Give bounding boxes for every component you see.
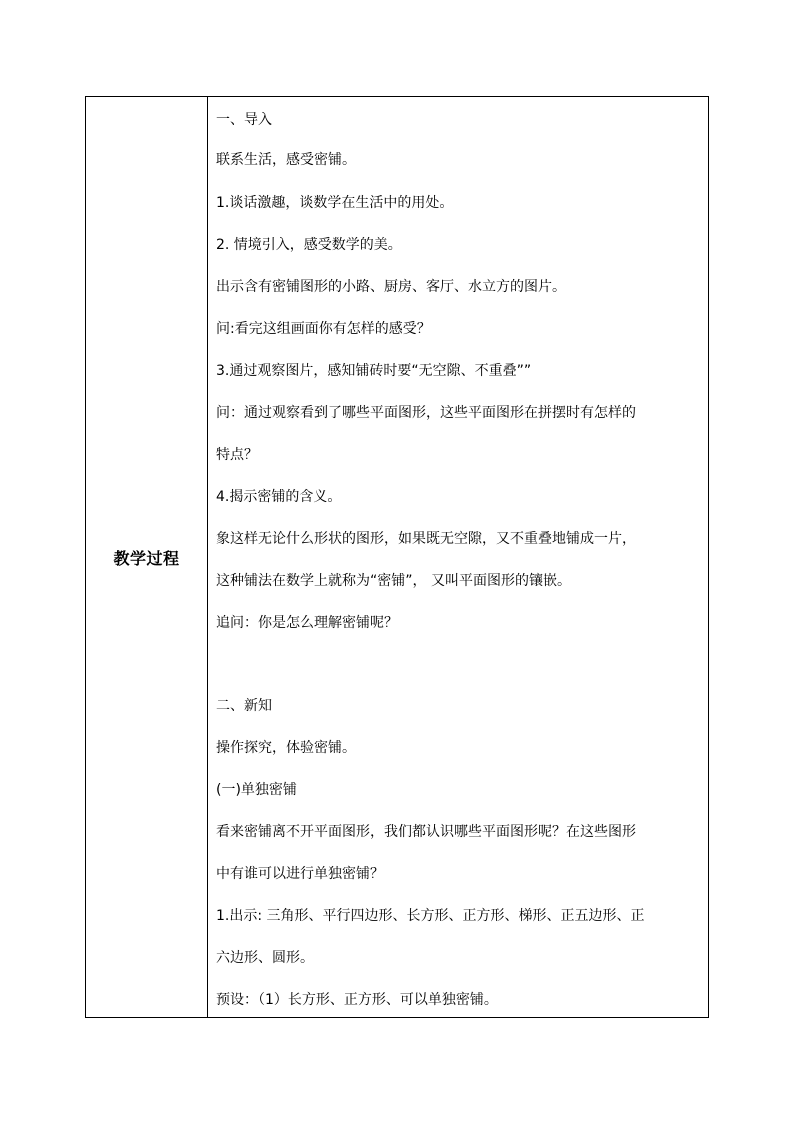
section-label: 教学过程 — [113, 548, 180, 568]
text-line: 2. 情境引入，感受数学的美。 — [216, 237, 402, 253]
text-line: 1.谈话激趣，谈数学在生活中的用处。 — [216, 195, 454, 211]
text-line: 1.出示: 三角形、平行四边形、长方形、正方形、梯形、正五边形、正 — [216, 908, 645, 924]
text-line: (一)单独密铺 — [216, 782, 297, 798]
text-line: 操作探究，体验密铺。 — [216, 740, 356, 756]
text-line: 追问：你是怎么理解密铺呢？ — [216, 615, 398, 631]
text-line: 特点？ — [216, 447, 258, 463]
lesson-table — [85, 96, 709, 1018]
text-line: 出示含有密铺图形的小路、厨房、客厅、水立方的图片。 — [216, 279, 566, 295]
text-line: 3.通过观察图片，感知铺砖时要“无空隙、不重叠”” — [216, 363, 532, 379]
text-line: 问：通过观察看到了哪些平面图形，这些平面图形在拼摆时有怎样的 — [216, 405, 636, 421]
text-line: 4.揭示密铺的含义。 — [216, 489, 342, 505]
text-line: 一、导入 — [216, 112, 272, 128]
text-line: 六边形、圆形。 — [216, 950, 314, 966]
text-line: 二、新知 — [216, 698, 272, 714]
text-line: 这种铺法在数学上就称为“密铺”， 又叫平面图形的镶嵌。 — [216, 573, 571, 589]
text-line: 联系生活，感受密铺。 — [216, 152, 356, 168]
text-line: 问:看完这组画面你有怎样的感受？ — [216, 321, 431, 337]
text-line: 预设：（1）长方形、正方形、可以单独密铺。 — [216, 992, 498, 1008]
text-line: 看来密铺离不开平面图形，我们都认识哪些平面图形呢？在这些图形 — [216, 824, 636, 840]
text-line: 象这样无论什么形状的图形，如果既无空隙，又不重叠地铺成一片， — [216, 531, 636, 547]
section-content-cell — [208, 97, 708, 1017]
section-label-cell — [86, 97, 208, 1017]
text-line: 中有谁可以进行单独密铺？ — [216, 866, 384, 882]
